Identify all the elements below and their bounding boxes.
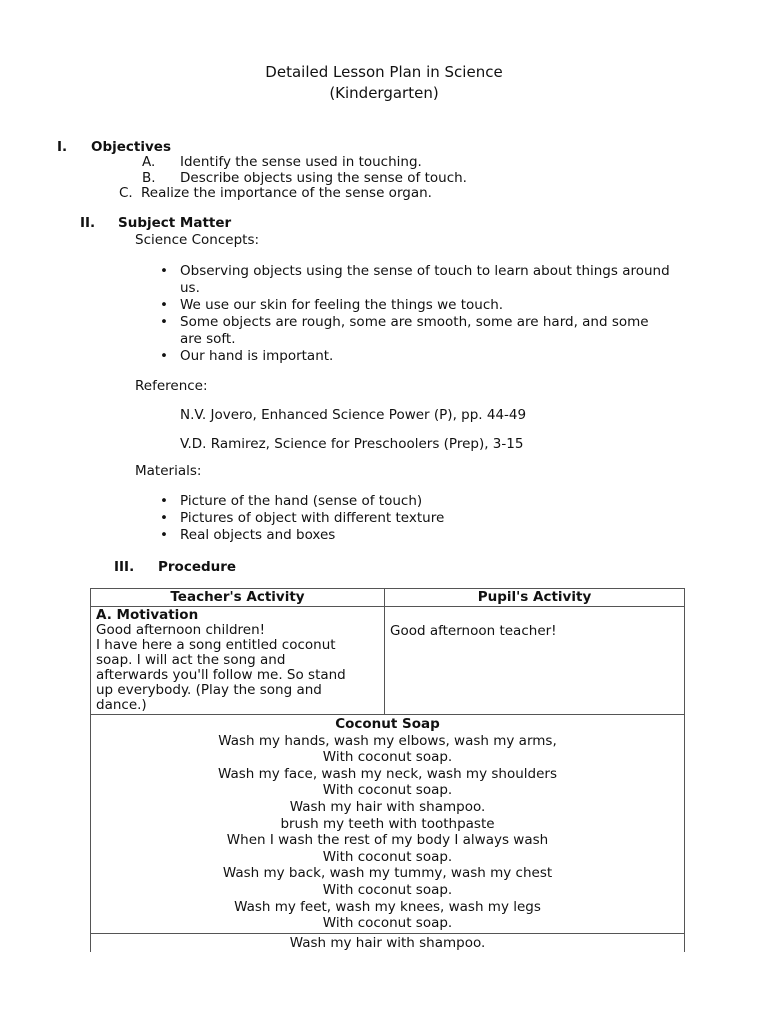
teacher-line: Good afternoon children! — [96, 622, 266, 638]
song-line: brush my teeth with toothpaste — [280, 815, 495, 832]
section-number-procedure: III. — [114, 559, 135, 575]
objective-label: B. — [142, 170, 156, 186]
song-line: With coconut soap. — [322, 848, 453, 865]
song-line: When I wash the rest of my body I always wash — [226, 832, 549, 849]
song-line: With coconut soap. — [322, 915, 453, 932]
concept-text: • Some objects are rough, some are smooth, some are hard, and some are soft. — [180, 314, 649, 347]
section-number-objectives: I. — [57, 139, 68, 155]
list-item — [158, 314, 680, 348]
document-title: Detailed Lesson Plan in Science — [265, 63, 503, 81]
teacher-line: afterwards you'll follow me. So stand — [96, 667, 346, 683]
material-text: Pictures of object with different texture — [180, 510, 445, 526]
song-row — [91, 715, 684, 934]
material-text: Real objects and boxes — [180, 527, 336, 543]
teacher-line: soap. I will act the song and — [96, 652, 286, 668]
song-line: Wash my feet, wash my knees, wash my legs — [234, 898, 541, 915]
objective-text: Identify the sense used in touching. — [180, 154, 422, 170]
table-header-row — [91, 589, 684, 607]
section-number-subject-matter: II. — [80, 215, 96, 231]
teacher-line: up everybody. (Play the song and — [96, 682, 322, 698]
teacher-line: dance.) — [96, 697, 147, 713]
header-pupil-activity: Pupil's Activity — [477, 589, 592, 605]
science-concepts-list — [158, 263, 680, 365]
list-item — [158, 510, 444, 527]
list-item — [158, 527, 444, 544]
teacher-line: I have here a song entitled coconut — [96, 637, 336, 653]
concept-text: • Observing objects using the sense of touch to learn about things around us. — [180, 263, 670, 296]
list-item — [158, 263, 680, 297]
song-line: With coconut soap. — [322, 782, 453, 799]
objective-text: Describe objects using the sense of touch. — [180, 170, 467, 186]
motivation-heading: A. Motivation — [96, 607, 199, 623]
song-lyrics — [91, 716, 684, 932]
section-heading-subject-matter: Subject Matter — [118, 215, 232, 231]
objective-text: Realize the importance of the sense organ. — [141, 185, 432, 201]
material-text: Picture of the hand (sense of touch) — [180, 493, 423, 509]
reference-label: Reference: — [135, 378, 208, 394]
science-concepts-label: Science Concepts: — [135, 232, 260, 248]
list-item — [158, 297, 680, 314]
objective-label: C. — [119, 185, 133, 201]
pupil-activity-cell — [385, 607, 684, 714]
song-line: With coconut soap. — [322, 749, 453, 766]
song-continued-row — [91, 934, 684, 953]
song-line: Wash my hair with shampoo. — [289, 934, 486, 951]
song-line: Wash my hair with shampoo. — [289, 798, 486, 815]
song-line: With coconut soap. — [322, 881, 453, 898]
song-line: Wash my hands, wash my elbows, wash my arms, — [218, 732, 557, 749]
song-title: Coconut Soap — [335, 716, 440, 732]
materials-list — [158, 493, 444, 544]
concept-text: Our hand is important. — [180, 348, 334, 364]
song-line: Wash my face, wash my neck, wash my shoulders — [218, 765, 557, 782]
list-item — [158, 493, 444, 510]
concept-text: We use our skin for feeling the things we touch. — [180, 297, 504, 313]
procedure-table — [90, 588, 685, 952]
teacher-activity-cell — [91, 607, 385, 714]
objective-label: A. — [142, 154, 156, 170]
reference-text: V.D. Ramirez, Science for Preschoolers (Prep), 3-15 — [180, 436, 524, 452]
list-item — [158, 348, 680, 365]
pupil-response: Good afternoon teacher! — [390, 623, 557, 639]
materials-label: Materials: — [135, 463, 202, 479]
reference-text: N.V. Jovero, Enhanced Science Power (P), pp. 44-49 — [180, 407, 527, 423]
section-heading-objectives: Objectives — [91, 139, 171, 155]
song-line: Wash my back, wash my tummy, wash my chest — [222, 865, 553, 882]
table-row — [91, 607, 684, 715]
document-subtitle: (Kindergarten) — [329, 84, 439, 102]
header-teacher-activity: Teacher's Activity — [91, 589, 385, 606]
section-heading-procedure: Procedure — [158, 559, 237, 575]
